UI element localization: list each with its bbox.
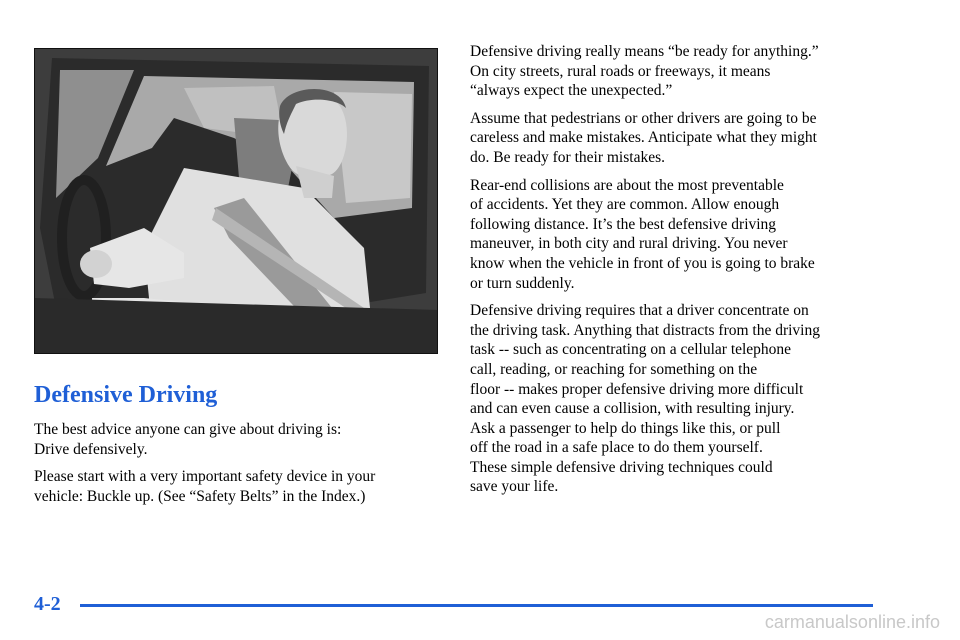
text-line: do. Be ready for their mistakes. [470, 148, 665, 166]
text-line: or turn suddenly. [470, 274, 575, 292]
text-line: off the road in a safe place to do them yourself. [470, 439, 763, 457]
section-heading: Defensive Driving [34, 382, 218, 408]
be-ready-paragraph [470, 42, 890, 101]
text-line: task -- such as concentrating on a cellular telephone [470, 341, 792, 359]
text-line: On city streets, rural roads or freeways, it means [470, 62, 771, 80]
text-line: Rear-end collisions are about the most preventable [470, 176, 784, 194]
text-line: The best advice anyone can give about driving is: [34, 421, 342, 438]
site-watermark: carmanualsonline.info [764, 612, 940, 632]
text-line: “always expect the unexpected.” [470, 82, 673, 100]
safety-belt-paragraph [34, 467, 444, 506]
text-line: These simple defensive driving techniques could [470, 458, 773, 476]
anticipate-paragraph [470, 109, 890, 168]
text-line: floor -- makes proper defensive driving more difficult [470, 380, 804, 398]
text-line: call, reading, or reaching for something on the [470, 360, 758, 378]
driver-illustration [34, 48, 438, 354]
intro-paragraph [34, 420, 444, 459]
text-line: following distance. It’s the best defensive driving [470, 215, 777, 233]
text-line: Assume that pedestrians or other drivers are going to be [470, 109, 817, 127]
text-line: vehicle: Buckle up. (See “Safety Belts” in the Index.) [34, 487, 366, 505]
text-line: Drive defensively. [34, 440, 148, 458]
left-column [34, 420, 444, 514]
page-number: 4-2 [34, 593, 61, 615]
right-column [470, 42, 890, 505]
text-line: maneuver, in both city and rural driving. You never [470, 235, 788, 253]
text-line: save your life. [470, 478, 559, 496]
footer-rule [80, 604, 873, 607]
driver-seatbelt-drawing [34, 48, 438, 354]
text-line: Defensive driving really means “be ready for anything.” [470, 43, 819, 60]
text-line: careless and make mistakes. Anticipate what they might [470, 129, 817, 147]
rear-end-paragraph [470, 176, 890, 294]
text-line: Ask a passenger to help do things like this, or pull [470, 419, 781, 437]
text-line: Please start with a very important safety device in your [34, 468, 376, 486]
text-line: Defensive driving requires that a driver concentrate on [470, 302, 809, 320]
text-line: the driving task. Anything that distracts from the driving [470, 321, 820, 339]
text-line: know when the vehicle in front of you is going to brake [470, 254, 815, 272]
text-line: of accidents. Yet they are common. Allow enough [470, 196, 780, 214]
concentration-paragraph [470, 301, 890, 497]
text-line: and can even cause a collision, with resulting injury. [470, 400, 795, 418]
